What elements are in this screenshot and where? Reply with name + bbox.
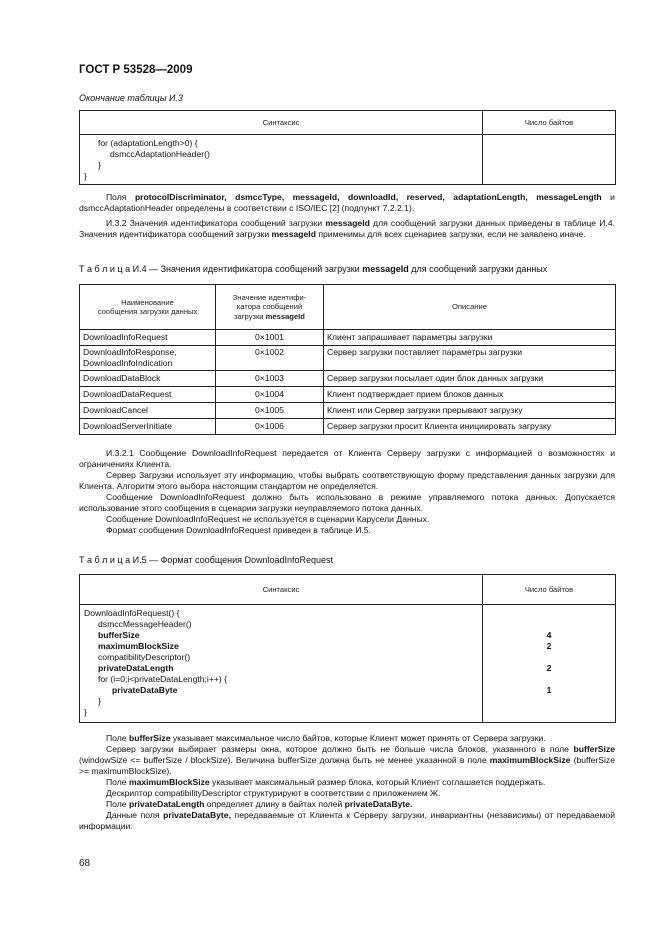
section-i-3-2-1 [79,448,615,536]
code-line: bufferSize [98,630,140,640]
table5 [79,574,616,723]
term-bold: messageId [271,229,316,239]
byte-count [483,608,615,619]
byte-count: 2 [546,663,552,673]
text: указывает максимальный размер блока, который Клиент соглашается поддержать. [209,777,546,787]
text: и dsmccAdaptationHeader определены в соответствии с ISO/IEC [2] (подпункт 7.2.2.1). [79,192,615,213]
byte-count: 1 [546,685,552,695]
msg-desc: Сервер загрузки просит Клиента инициировать загрузку [324,419,616,435]
msg-name: DownloadCancel [80,403,216,419]
term-bold: bufferSize [573,744,615,754]
table-row [80,387,616,403]
byte-count [483,674,615,685]
text: для сообщений загрузки данных приведены в таблице И.4. Значения идентификатора сообщений загрузки [79,218,616,239]
code-line: dsmccMessageHeader() [98,619,192,629]
msg-name: DownloadDataBlock [80,371,216,387]
msg-desc: Клиент запрашивает параметры загрузки [324,330,616,346]
code-line: compatibilityDescriptor() [98,652,191,662]
table-row [80,371,616,387]
msg-id: 0×1001 [216,330,324,346]
table3-col-bytes: Число байтов [483,111,616,135]
table3-end [79,110,616,185]
text: Наименование [121,297,174,307]
table-row [80,346,616,371]
text: катора сообщений [236,302,303,312]
msg-name [80,346,216,371]
table-row [80,403,616,419]
msg-id: 0×1004 [216,387,324,403]
text: для сообщений загрузки данных [408,264,548,274]
paragraph: Формат сообщения DownloadInfoRequest приведен в таблице И.5. [106,525,371,535]
text: загрузки [234,311,266,321]
text: Поле [106,777,129,787]
term-bold: maximumBlockSize [489,755,571,765]
paragraph [79,799,615,810]
paragraph-i-3-2 [79,218,615,240]
text: передаваемые от Клиента к Серверу загрузки, инвариантны (независимы) от передаваемой информации. [79,810,615,831]
paragraph: Сервер Загрузки использует эту информацию, чтобы выбрать соответствующую форму представления данных загрузки для Клиента. Алгоритм этого выбора настоящим стандартом не определяется. [79,470,615,491]
term-bold: privateDataLength [128,799,205,809]
byte-count [483,619,615,630]
table4-col-name [80,285,216,330]
field-descriptions [79,733,615,832]
msg-desc: Клиент подтверждает прием блоков данных [324,387,616,403]
code-line: dsmccAdaptationHeader() [110,149,210,159]
msg-id: 0×1006 [216,419,324,435]
table4-col-desc: Описание [324,285,616,330]
paragraph [79,744,615,777]
byte-count [483,696,615,707]
msg-id: 0×1005 [216,403,324,419]
text: Сервер загрузки выбирает размеры окна, которое должно быть не больше числа блоков, указанного в поле [106,744,574,754]
table5-bytes-cell [483,605,616,723]
text: указывает максимальное число байтов, которые Клиент может принять от Сервера загрузки. [170,733,546,743]
text: Т а б л и ц а И.4 — Значения идентификатора сообщений загрузки [79,264,363,274]
table3-col-syntax: Синтаксис [80,111,483,135]
term-bold: messageId [265,311,305,321]
text: (windowSize <= bufferSize / blockSize). Величина bufferSize должна быть не менее указанной в поле [79,755,490,765]
term-bold: bufferSize [128,733,171,743]
paragraph: И.3.2.1 Сообщение DownloadInfoRequest передается от Клиента Серверу загрузки с информацией о возможностях и ограничениях Клиента. [79,448,615,469]
code-line: } [98,696,101,706]
msg-name: DownloadServerInitiate [80,419,216,435]
code-line: } [98,160,101,170]
text: DownloadInfoIndication [83,357,173,368]
msg-desc: Клиент или Сервер загрузки прерывают загрузку [324,403,616,419]
term-bold: maximumBlockSize [128,777,210,787]
table3-bytes-cell [483,135,616,185]
code-line: for (adaptationLength>0) { [98,138,198,148]
code-line: privateDataLength [98,663,174,673]
code-line: maximumBlockSize [98,641,179,651]
paragraph: Сообщение DownloadInfoRequest должно быть использовано в режиме управляемого потока данных. Допускается использование этого сообщения в сценарии загрузки неуправляемого потока данных. [79,492,615,513]
table4-col-value [216,285,324,330]
msg-id: 0×1003 [216,371,324,387]
text: Поле [106,733,129,743]
table5-col-bytes: Число байтов [483,575,616,605]
code-line: DownloadInfoRequest() { [84,608,180,618]
code-line: privateDataByte [112,685,178,695]
paragraph [79,733,615,744]
byte-count: 2 [546,641,552,651]
table-row [80,330,616,346]
text: определяет длину в байтах полей [204,799,345,809]
code-line: } [84,707,87,717]
msg-desc: Сервер загрузки посылает один блок данных загрузки [324,371,616,387]
term-bold: messageId [325,218,370,228]
text: (bufferSize >= maximumBlockSize). [79,755,615,776]
code-line: } [84,171,87,181]
text: Значение идентифи- [232,292,307,302]
byte-count [483,707,615,718]
term-bold: messageId [362,264,409,274]
text: сообщения загрузки данных [97,307,198,316]
table5-col-syntax: Синтаксис [80,575,483,605]
page-number: 68 [79,858,91,869]
paragraph: Дескриптор compatibilityDescriptor структурируют в соответствии с приложением Ж. [106,788,441,798]
term-bold: privateDataByte, [163,810,231,820]
byte-count [483,652,615,663]
msg-id: 0×1002 [216,346,324,371]
paragraph-fields-defined [79,192,615,214]
field-names-bold: protocolDiscriminator, dsmccType, messageId, downloadId, reserved, adaptationLength, messageLength [134,192,602,202]
text: Поля [106,192,135,202]
msg-name: DownloadDataRequest [80,387,216,403]
msg-desc: Сервер загрузки поставляет параметры загрузки [324,346,616,371]
table5-code-cell [80,605,483,723]
text: DownloadInfoResponse, [83,347,177,357]
document-header: ГОСТ Р 53528—2009 [79,64,193,76]
paragraph: Сообщение DownloadInfoRequest не используется в сценарии Карусели Данных. [106,514,430,524]
table3-code-cell [80,135,483,185]
text: применимы для всех сценариев загрузки, если не заявлено иначе. [315,229,586,239]
table4 [79,284,616,435]
paragraph [79,810,615,832]
code-line: for (i=0;i<privateDataLength;i++) { [98,674,227,684]
text: Поле [106,799,129,809]
byte-count: 4 [546,630,552,640]
msg-name: DownloadInfoRequest [80,330,216,346]
table3-caption: Окончание таблицы И.3 [79,93,183,103]
term-bold: privateDataByte. [344,799,413,809]
table5-caption: Т а б л и ц а И.5 — Формат сообщения DownloadInfoRequest [79,555,334,565]
table-row [80,419,616,435]
table4-caption [79,264,547,274]
paragraph [79,777,615,788]
text: И.3.2 Значения идентификатора сообщений загрузки [106,218,326,228]
text: Данные поля [106,810,164,820]
